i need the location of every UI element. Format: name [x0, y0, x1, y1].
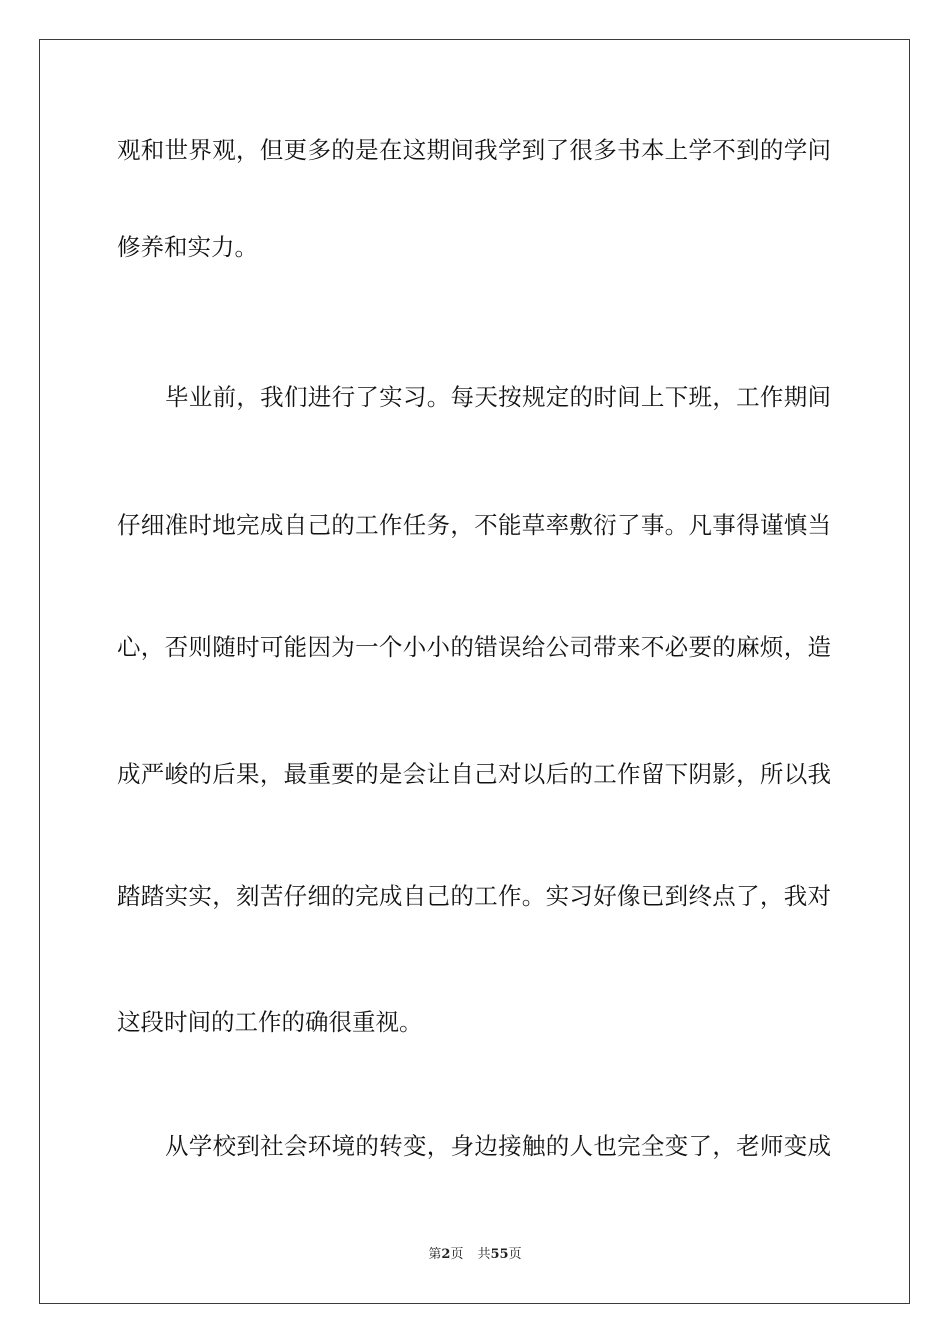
- page-number: 2: [441, 1247, 451, 1262]
- text-line-4: 仔细准时地完成自己的工作任务，不能草率敷衍了事。凡事得谨慎当: [117, 511, 831, 539]
- total-pages: 55: [490, 1247, 509, 1262]
- text-line-1: 观和世界观，但更多的是在这期间我学到了很多书本上学不到的学问: [117, 136, 831, 164]
- text-line-5: 心，否则随时可能因为一个小小的错误给公司带来不必要的麻烦，造: [117, 633, 831, 661]
- page-border: [39, 39, 910, 1304]
- page-footer: [0, 1246, 950, 1264]
- text-line-7: 踏踏实实，刻苦仔细的完成自己的工作。实习好像已到终点了，我对: [117, 882, 831, 910]
- text-line-2: 修养和实力。: [117, 233, 258, 261]
- total-label-prefix: 共: [477, 1247, 491, 1262]
- text-line-3: 毕业前，我们进行了实习。每天按规定的时间上下班，工作期间: [165, 383, 831, 411]
- text-line-8: 这段时间的工作的确很重视。: [117, 1008, 423, 1036]
- page-label-suffix: 页: [450, 1247, 464, 1262]
- text-line-9: 从学校到社会环境的转变，身边接触的人也完全变了，老师变成: [165, 1132, 831, 1160]
- page-label-prefix: 第: [428, 1247, 442, 1262]
- text-line-6: 成严峻的后果，最重要的是会让自己对以后的工作留下阴影，所以我: [117, 760, 831, 788]
- total-label-suffix: 页: [508, 1247, 522, 1262]
